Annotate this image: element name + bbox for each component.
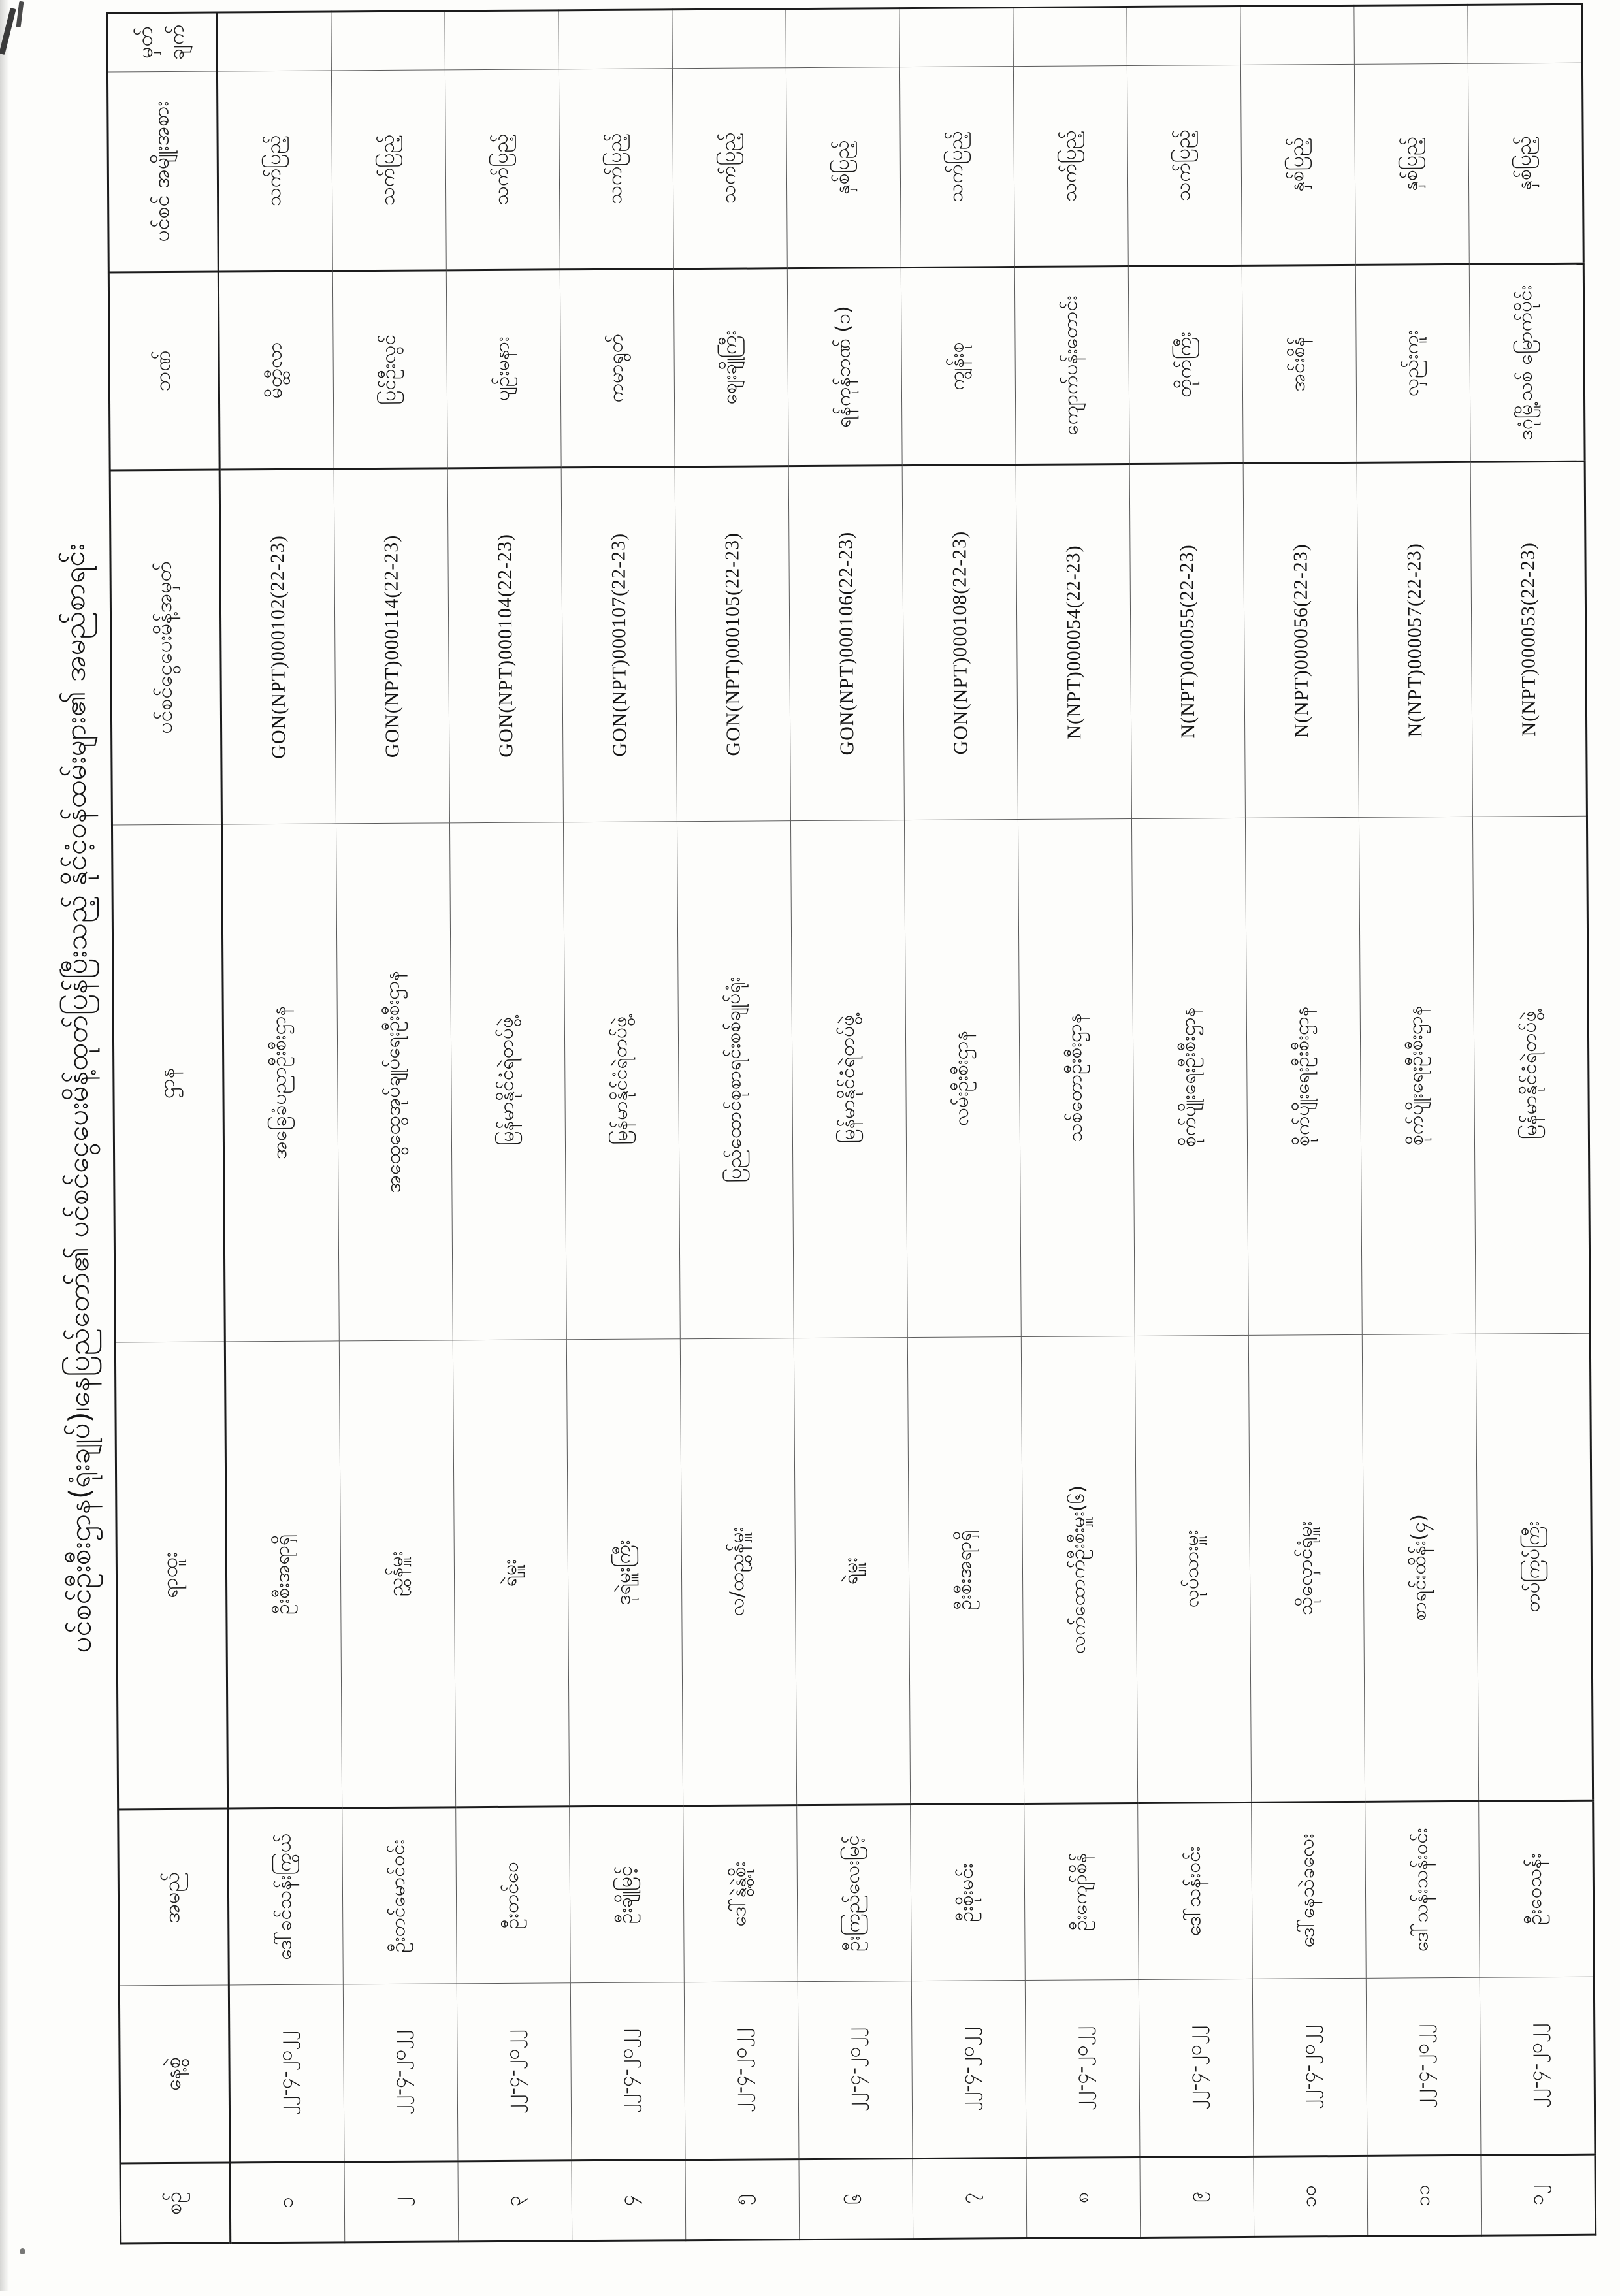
cell-department: ပြည်ထောင်စုစာရင်းစစ်ချုပ်ရုံး [677, 821, 794, 1339]
cell-remark [1013, 7, 1127, 67]
cell-order-number: GON(NPT)000105(22-23) [675, 466, 790, 822]
cell-order-number: N(NPT)000057(22-23) [1357, 462, 1472, 817]
table-row [217, 12, 345, 2243]
cell-remark [1127, 6, 1241, 65]
cell-name: ဦးတင်မောင်ဝင်း [342, 1807, 457, 1984]
cell-order-number: GON(NPT)000107(22-23) [561, 467, 677, 822]
table-row [1354, 5, 1482, 2236]
cell-date: ၂၂-၄-၂၀၂၂ [1480, 1977, 1595, 2155]
cell-bank: ပျဉ်းမနား [446, 270, 561, 468]
cell-date: ၂၂-၄-၂၀၂၂ [684, 1982, 799, 2160]
cell-serial: ၂ [344, 2161, 459, 2242]
cell-position: ရဲမှူး [794, 1338, 910, 1805]
column-header-department: ဌာန [112, 824, 225, 1342]
cell-bank: ရန်ကုန်ဘဏ် (၁) [787, 268, 902, 466]
cell-remark [445, 10, 559, 70]
cell-date: ၂၂-၄-၂၀၂၂ [1252, 1978, 1367, 2156]
cell-name: ဒေါ်နေသဲခလေး [1252, 1802, 1367, 1979]
cell-position: လက်ထောက်ဦးစီးမှူး(၆) [1021, 1336, 1137, 1803]
cell-serial: ၁၂ [1481, 2154, 1596, 2235]
cell-remark [899, 8, 1014, 67]
cell-pension-type: သက်ပြည့် [1013, 66, 1128, 267]
cell-name: ဒေါ်သန်းဝင်း [1138, 1802, 1253, 1979]
cell-bank: တိုက်ကြီး [1128, 265, 1243, 464]
cell-pension-type: သက်ပြည့် [559, 69, 673, 270]
cell-bank: ကျောက်ပန်းတောင်း [1014, 266, 1129, 464]
cell-position: စာရင်းထိန်း(၄) [1362, 1334, 1478, 1802]
cell-department: စိုက်ပျိုးရေးဦးစီးဌာန [1131, 818, 1248, 1336]
cell-department: အထွေထွေအုပ်ချုပ်ရေးဦးစီးဌာန [336, 823, 453, 1341]
cell-position: ညွှန်မှူး [339, 1340, 455, 1808]
cell-bank: စျေးချိုကြီး [673, 268, 788, 467]
cell-remark [1354, 5, 1468, 64]
cell-department: စိုက်ပျိုးရေးဦးစီးဌာန [1359, 817, 1476, 1334]
cell-bank: ပြင်ဦးလွင် [332, 270, 447, 469]
column-header-serial: စဉ် [120, 2163, 231, 2244]
cell-order-number: GON(NPT)000104(22-23) [447, 468, 563, 823]
cell-serial: ၅ [685, 2159, 800, 2240]
pension-list-table [106, 3, 1596, 2245]
cell-name: ဦးတင်ဝေ [456, 1807, 571, 1984]
cell-remark [786, 8, 900, 68]
cell-name: ဦးဝေသန်း [1479, 1800, 1595, 1977]
cell-serial: ၁၀ [1254, 2156, 1368, 2237]
cell-serial: ၃ [458, 2161, 572, 2242]
column-header-order-number: ပင်စင်ငွေပေးမိန့်အမှတ် [110, 470, 221, 825]
table-row [1240, 5, 1368, 2237]
cell-pension-type: နှစ်ပြည့် [1354, 63, 1469, 265]
table-row [1127, 6, 1254, 2237]
column-header-bank: ဘဏ် [108, 272, 219, 470]
cell-order-number: GON(NPT)000114(22-23) [334, 468, 449, 824]
cell-name: ဒေါ်နွဲ့နွဲ့စိုး [683, 1805, 798, 1982]
cell-date: ၂၂-၄-၂၀၂၂ [911, 1981, 1026, 2159]
cell-position: ဒုရဲမှူးကြီး [566, 1339, 683, 1807]
page-title: ပင်စင်ဦးစီးဌာန(ရုံးချုပ်)၊နေပြည်တော်၏ ပင်စင်ငွေပေးမိန့်ထုတ်ပြန်ပြီးသည့် နိုင်ငံ့ဝန်ထမ်းများ၏ အမည်စာရင်း [57, 543, 98, 1653]
table-row [445, 10, 572, 2242]
cell-department: မြန်မာနိုင်ငံရဲတပ်ဖွဲ့ [1472, 816, 1590, 1334]
cell-serial: ၄ [572, 2160, 686, 2241]
cell-serial: ၁ [230, 2162, 345, 2243]
cell-remark [559, 10, 673, 69]
cell-position: တပ်ကြပ်ကြီး [1476, 1333, 1593, 1801]
cell-serial: ၆ [799, 2159, 913, 2240]
cell-bank: မိတ္ထီလာ [218, 271, 334, 470]
cell-bank: အင်းစိန် [1242, 265, 1357, 463]
cell-order-number: GON(NPT)000108(22-23) [902, 465, 1018, 820]
cell-order-number: N(NPT)000053(22-23) [1470, 461, 1587, 817]
cell-department: မြန်မာနိုင်ငံရဲတပ်ဖွဲ့ [449, 822, 566, 1340]
cell-remark [1240, 5, 1355, 65]
column-header-name: အမည် [118, 1809, 229, 1986]
cell-remark [672, 9, 786, 69]
cell-position: လုပ်သားမှူး [1135, 1335, 1251, 1803]
cell-department: မြန်မာနိုင်ငံရဲတပ်ဖွဲ့ [563, 822, 680, 1340]
cell-position: လ/ထညွှန်မှူး [680, 1338, 796, 1806]
column-header-date: နေ့စွဲ [119, 1985, 230, 2163]
cell-position: ရဲမှူး [453, 1340, 569, 1807]
cell-department: အခြေခံပညာဦးစီးဌာန [221, 824, 339, 1342]
cell-date: ၂၂-၄-၂၀၂၂ [1025, 1979, 1140, 2158]
table-row [331, 11, 459, 2242]
cell-bank: ကျွန်းစု [901, 267, 1016, 466]
header-row [107, 12, 231, 2244]
cell-department: လမ်းဦးစီးဌာန [904, 820, 1021, 1338]
cell-name: ဒေါ်ခင်သန်းကြွယ် [228, 1808, 344, 1985]
cell-date: ၂၂-၄-၂၀၂၂ [343, 1984, 458, 2162]
cell-order-number: N(NPT)000055(22-23) [1129, 463, 1245, 818]
cell-order-number: N(NPT)000056(22-23) [1243, 462, 1359, 818]
cell-name: ဦးကြည်လေးမြင့် [797, 1805, 912, 1982]
cell-remark [217, 12, 332, 71]
cell-pension-type: သက်ပြည့် [331, 70, 446, 271]
cell-date: ၂၂-၄-၂၀၂၂ [1139, 1979, 1254, 2157]
cell-name: ဦးကျော်စိန် [1024, 1803, 1139, 1980]
table-row [672, 9, 800, 2240]
cell-remark [1468, 4, 1583, 63]
cell-bank: လှည်းကူး [1355, 264, 1470, 462]
cell-bank: ကမာရွတ် [560, 269, 675, 468]
cell-position: သိုလှောင်ရုံမှူး [1248, 1334, 1365, 1802]
cell-pension-type: သက်ပြည့် [217, 71, 332, 272]
table-row [899, 8, 1027, 2239]
cell-pension-type: နှစ်ပြည့် [786, 67, 901, 268]
cell-position: ဦးစီးအရာရှိ [907, 1337, 1024, 1805]
cell-date: ၂၂-၄-၂၀၂၂ [1366, 1977, 1481, 2156]
table-row [786, 8, 913, 2240]
cell-serial: ၇ [913, 2158, 1027, 2239]
cell-serial: ၈ [1026, 2157, 1141, 2238]
table-row [1468, 4, 1596, 2235]
cell-name: ဒေါ်သန်းသန်းဝင်း [1365, 1801, 1480, 1978]
cell-pension-type: သက်ပြည့် [445, 69, 560, 270]
cell-department: သစ်တောဦးစီးဌာန [1018, 818, 1135, 1336]
cell-date: ၂၂-၄-၂၀၂၂ [457, 1983, 572, 2161]
cell-serial: ၉ [1140, 2156, 1254, 2237]
cell-date: ၂၂-၄-၂၀၂၂ [229, 1984, 344, 2163]
cell-date: ၂၂-၄-၂၀၂၂ [798, 1981, 913, 2159]
cell-order-number: GON(NPT)000106(22-23) [788, 466, 904, 821]
cell-order-number: N(NPT)000054(22-23) [1016, 464, 1131, 819]
cell-date: ၂၂-၄-၂၀၂၂ [570, 1982, 685, 2161]
cell-position: ဦးစီးအရာရှိ [225, 1341, 342, 1809]
cell-department: စိုက်ပျိုးရေးဦးစီးဌာန [1245, 817, 1362, 1335]
cell-pension-type: နှစ်ပြည့် [1240, 64, 1355, 265]
cell-pension-type: သက်ပြည့် [672, 68, 787, 269]
cell-bank: ဒဂုံမြို့သစ် မြောက်ပိုင်း [1469, 263, 1585, 462]
cell-name: ဦးစိုးမင်း [911, 1804, 1026, 1981]
column-header-position: ရာထူး [115, 1342, 227, 1809]
column-header-pension-type: ပင်စင် အမျိုးအစား [107, 71, 218, 272]
cell-serial: ၁၁ [1367, 2155, 1482, 2236]
cell-remark [331, 11, 446, 71]
cell-pension-type: နှစ်ပြည့် [1468, 63, 1583, 264]
table-row [559, 10, 686, 2241]
cell-order-number: GON(NPT)000102(22-23) [219, 469, 336, 824]
table-row [1013, 7, 1141, 2239]
column-header-remark: မှတ် ချက် [107, 12, 218, 72]
cell-pension-type: သက်ပြည့် [899, 67, 1014, 268]
cell-department: မြန်မာနိုင်ငံရဲတပ်ဖွဲ့ [790, 820, 907, 1338]
cell-name: ဦးချိုမြင့် [570, 1806, 685, 1983]
cell-pension-type: သက်ပြည့် [1127, 65, 1242, 266]
